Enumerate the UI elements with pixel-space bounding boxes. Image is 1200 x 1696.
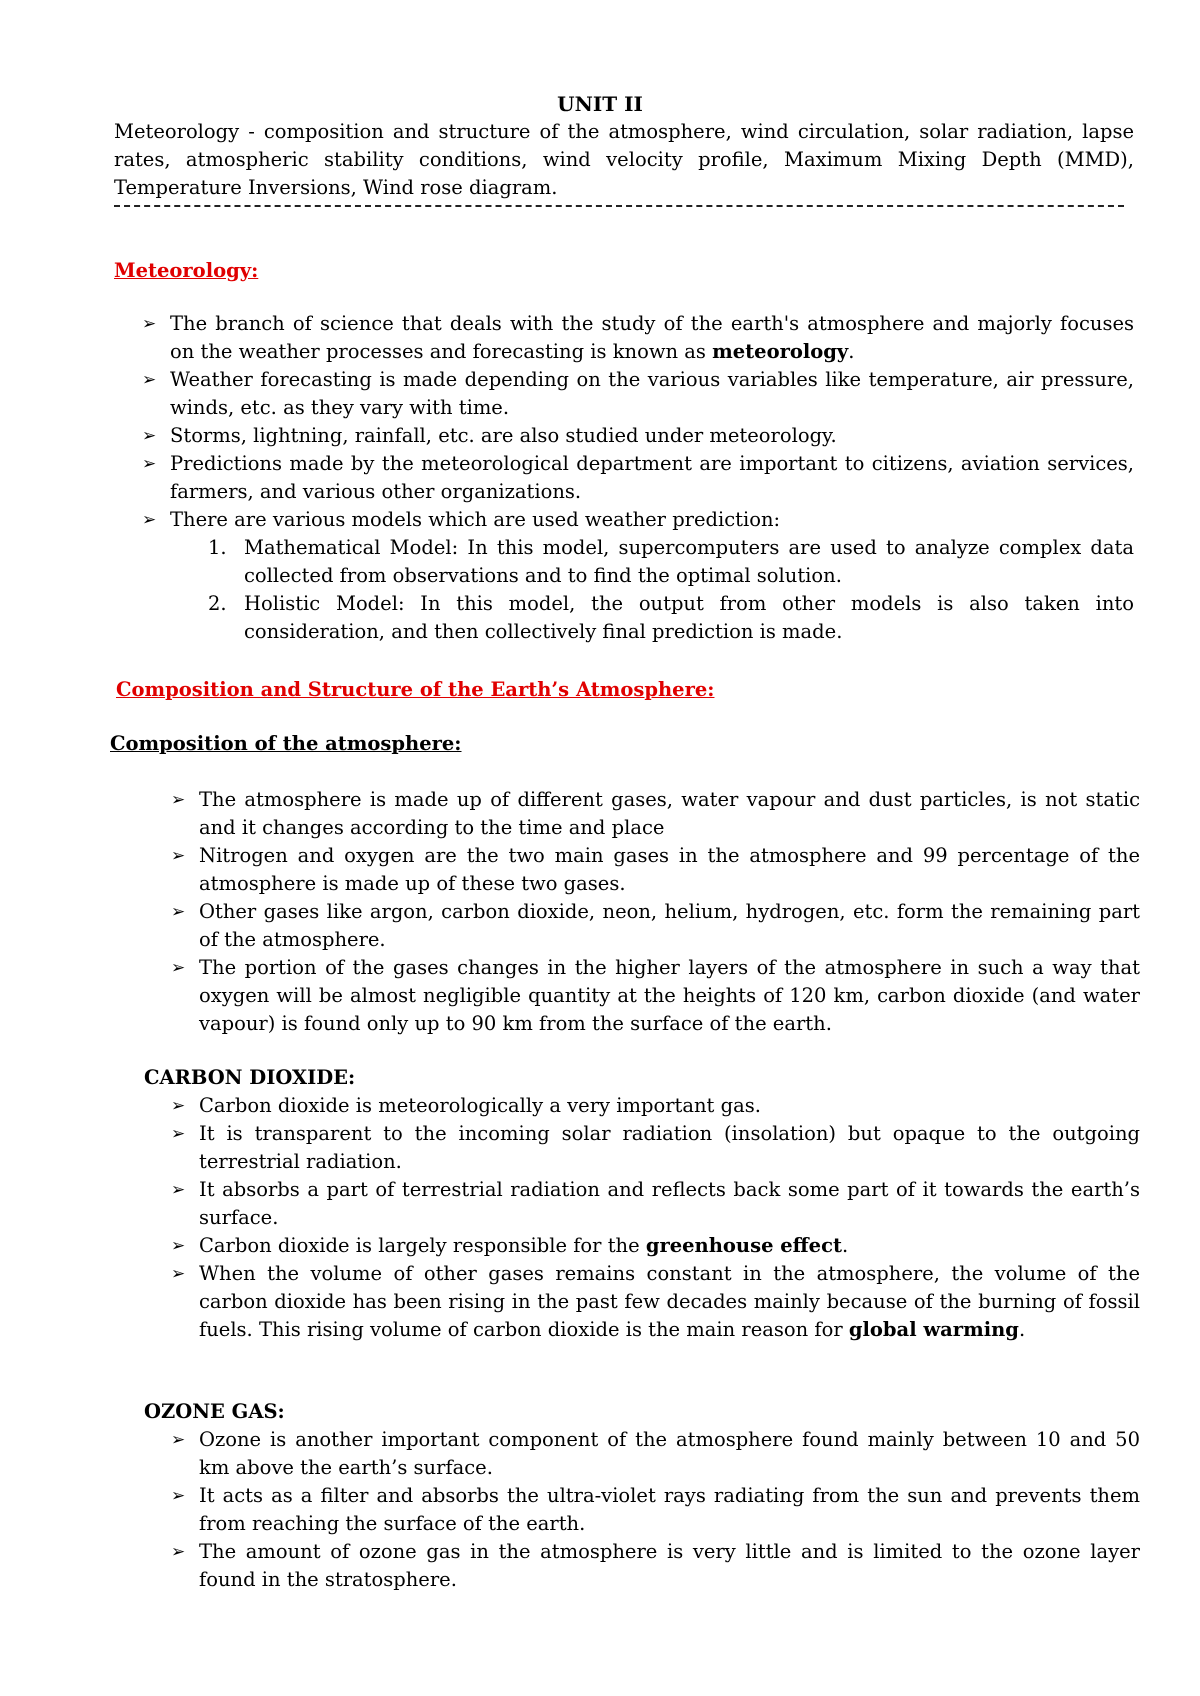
arrow-bullet-icon: ➢ [171,1236,186,1256]
carbon-dioxide-heading: CARBON DIOXIDE: [144,1066,356,1089]
arrow-bullet-icon: ➢ [171,1264,186,1284]
list-item: ➢ Carbon dioxide is meteorologically a very important gas. [199,1092,1140,1120]
arrow-bullet-icon: ➢ [142,510,157,530]
list-item: ➢ The portion of the gases changes in the higher layers of the atmosphere in such a way that oxygen will be almost negligible quantity at the heights of 120 km, carbon dioxide (and water vapour) is found only up to 90 km from the surface of the earth. [171,956,1140,1035]
arrow-bullet-icon: ➢ [142,370,157,390]
list-item: ➢ It is transparent to the incoming solar radiation (insolation) but opaque to the outgoing terrestrial radiation. [171,1122,1140,1173]
list-item: ➢ Other gases like argon, carbon dioxide, neon, helium, hydrogen, etc. form the remaining part of the atmosphere. [171,900,1140,951]
list-item: ➢ There are various models which are used weather prediction: [170,506,1134,534]
composition-heading: Composition of the atmosphere: [110,732,462,755]
list-item: ➢ Nitrogen and oxygen are the two main gases in the atmosphere and 99 percentage of the atmosphere is made up of these two gases. [171,844,1140,895]
arrow-bullet-icon: ➢ [171,1180,186,1200]
list-item: ➢ Weather forecasting is made depending on the various variables like temperature, air pressure, winds, etc. as they vary with time. [142,368,1134,419]
arrow-bullet-icon: ➢ [171,1430,186,1450]
arrow-bullet-icon: ➢ [142,454,157,474]
list-item: ➢ Storms, lightning, rainfall, etc. are also studied under meteorology. [170,422,1134,450]
arrow-bullet-icon: ➢ [142,314,157,334]
list-item: ➢ Predictions made by the meteorological department are important to citizens, aviation services, farmers, and various other organizations. [142,452,1134,503]
dashed-divider [114,205,1124,207]
unit-title: UNIT II [557,92,643,116]
carbon-dioxide-bullet-list [171,1092,1140,1344]
list-item: ➢ The atmosphere is made up of different gases, water vapour and dust particles, is not static and it changes according to the time and place [171,788,1140,839]
meteorology-bullet-list [142,310,1134,534]
arrow-bullet-icon: ➢ [142,426,157,446]
syllabus-paragraph: Meteorology - composition and structure of the atmosphere, wind circulation, solar radiation, lapse rates, atmospheric stability conditions, wind velocity profile, Maximum Mixing Depth (MMD), Temperature Inversions, Wind rose diagram. [114,120,1134,199]
arrow-bullet-icon: ➢ [171,958,186,978]
list-item: ➢ The branch of science that deals with the study of the earth's atmosphere and majorly focuses on the weather processes and forecasting is known as meteorology. [142,312,1134,363]
list-item: ➢ It absorbs a part of terrestrial radiation and reflects back some part of it towards the earth’s surface. [171,1178,1140,1229]
list-item: ➢ The amount of ozone gas in the atmosphere is very little and is limited to the ozone layer found in the stratosphere. [171,1540,1140,1591]
arrow-bullet-icon: ➢ [171,1542,186,1562]
arrow-bullet-icon: ➢ [171,1124,186,1144]
list-item: ➢ Carbon dioxide is largely responsible for the greenhouse effect. [199,1232,1140,1260]
list-item: 1. Mathematical Model: In this model, supercomputers are used to analyze complex data collected from observations and to find the optimal solution. [208,536,1134,587]
arrow-bullet-icon: ➢ [171,1486,186,1506]
arrow-bullet-icon: ➢ [171,1096,186,1116]
list-item: ➢ It acts as a filter and absorbs the ultra-violet rays radiating from the sun and prevents them from reaching the surface of the earth. [171,1484,1140,1535]
composition-structure-heading: Composition and Structure of the Earth’s Atmosphere: [116,678,715,701]
ozone-bullet-list [171,1426,1140,1594]
ozone-heading: OZONE GAS: [144,1400,285,1423]
list-item: 2. Holistic Model: In this model, the output from other models is also taken into consideration, and then collectively final prediction is made. [208,592,1134,643]
arrow-bullet-icon: ➢ [171,902,186,922]
composition-bullet-list [171,786,1140,1038]
arrow-bullet-icon: ➢ [171,846,186,866]
model-numbered-list [208,534,1134,646]
list-item: ➢ Ozone is another important component of the atmosphere found mainly between 10 and 50 km above the earth’s surface. [171,1428,1140,1479]
meteorology-heading: Meteorology: [114,259,259,282]
arrow-bullet-icon: ➢ [171,790,186,810]
list-item: ➢ When the volume of other gases remains constant in the atmosphere, the volume of the carbon dioxide has been rising in the past few decades mainly because of the burning of fossil fuels. This rising volume of carbon dioxide is the main reason for global warming. [171,1262,1140,1341]
